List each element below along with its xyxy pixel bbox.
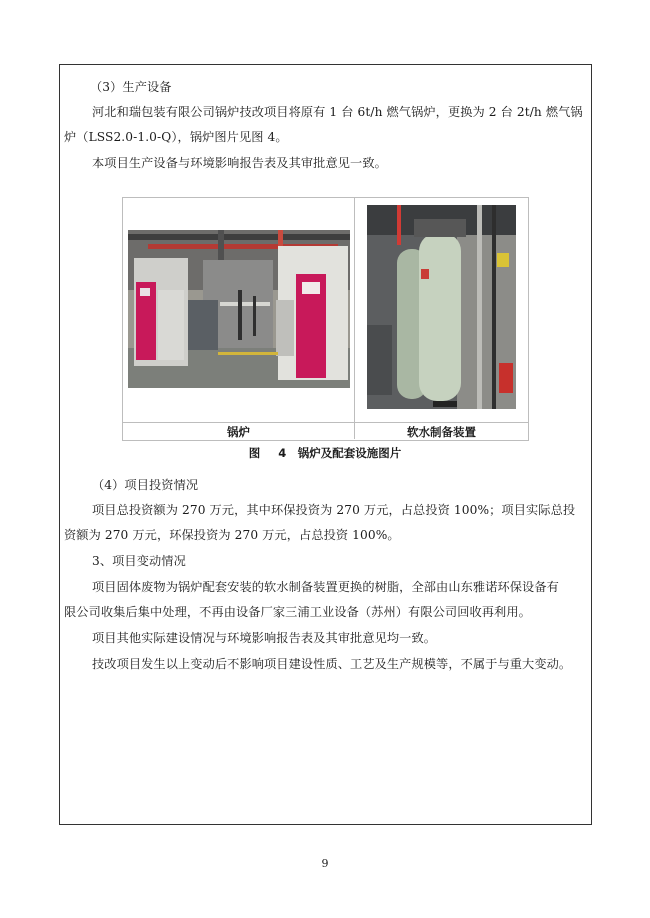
figure-caption-divider — [122, 422, 528, 423]
page-number: 9 — [321, 857, 329, 870]
paragraph-line: 资额为 270 万元，环保投资为 270 万元，占总投资 100%。 — [64, 528, 400, 542]
paragraph-line: 炉（LSS2.0-1.0-Q），锅炉图片见图 4。 — [64, 130, 288, 144]
paragraph-line: 限公司收集后集中处理，不再由设备厂家三浦工业设备（苏州）有限公司回收再利用。 — [64, 605, 531, 619]
figure-title: 图 4 锅炉及配套设施图片 — [248, 446, 402, 460]
figure-divider — [354, 197, 355, 439]
boiler-photo — [128, 230, 350, 388]
paragraph-line: 技改项目发生以上变动后不影响项目建设性质、工艺及生产规模等，不属于与重大变动。 — [92, 657, 572, 671]
section-heading-changes: 3、项目变动情况 — [92, 554, 186, 568]
section-heading-investment: （4）项目投资情况 — [92, 478, 199, 492]
figure-left-caption: 锅炉 — [227, 425, 250, 439]
paragraph-line: 项目总投资额为 270 万元，其中环保投资为 270 万元，占总投资 100%；项目实际总投 — [92, 503, 576, 517]
paragraph-line: 项目其他实际建设情况与环境影响报告表及其审批意见均一致。 — [92, 631, 437, 645]
paragraph-line: 项目固体废物为锅炉配套安装的软水制备装置更换的树脂，全部由山东雅诺环保设备有 — [92, 580, 559, 594]
paragraph-line: 本项目生产设备与环境影响报告表及其审批意见一致。 — [92, 156, 387, 170]
figure-right-caption: 软水制备装置 — [407, 425, 476, 439]
water-softener-photo — [367, 205, 516, 409]
paragraph-line: 河北和瑞包装有限公司锅炉技改项目将原有 1 台 6t/h 燃气锅炉，更换为 2 台 2t/h 燃气锅 — [92, 105, 583, 119]
section-heading-equipment: （3）生产设备 — [90, 80, 172, 94]
